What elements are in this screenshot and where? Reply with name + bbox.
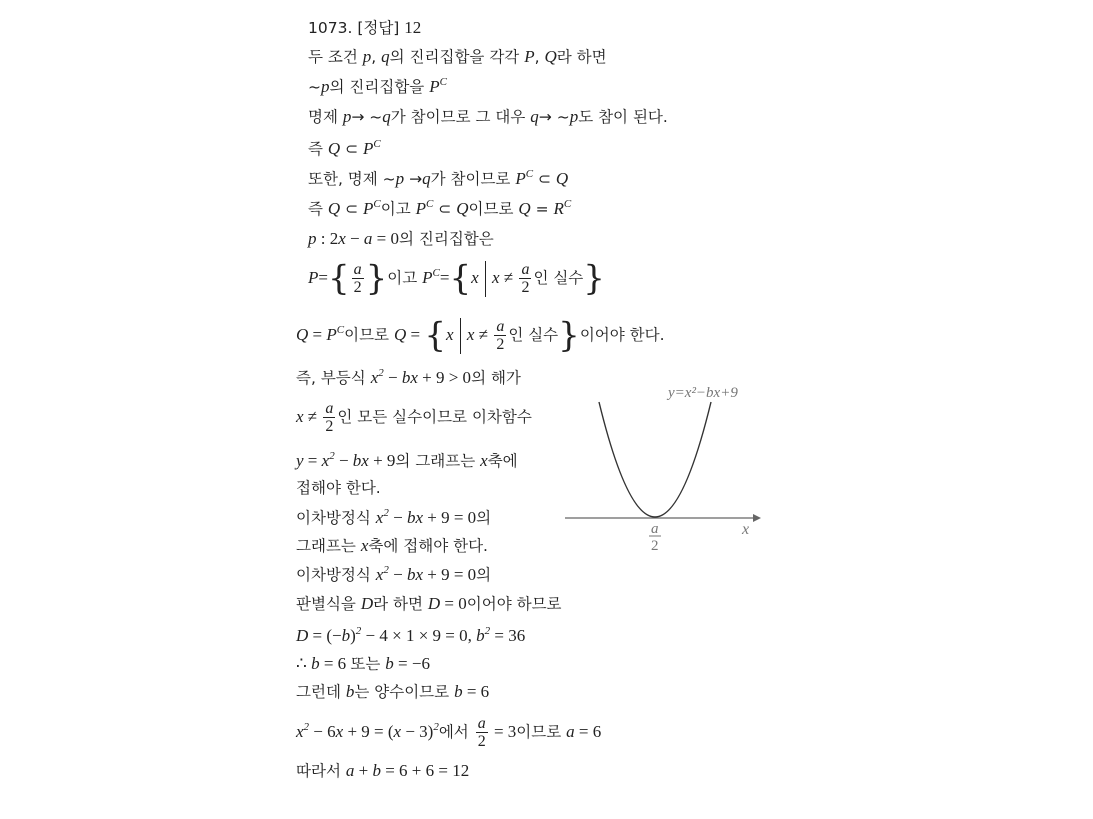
solution-line-7 [308, 229, 494, 249]
x-axis-arrow [753, 514, 761, 522]
math-token: C [373, 198, 381, 210]
math-token: Q [544, 47, 557, 66]
math-token: 따라서 [296, 762, 346, 780]
solution-line-11 [296, 397, 532, 437]
math-token: p [342, 107, 352, 126]
problem-number: 1073. [308, 19, 353, 37]
math-token: = 0 [372, 229, 399, 248]
math-token: ~ [308, 78, 321, 96]
math-token: 두 조건 [308, 48, 363, 66]
math-token: Q [518, 199, 531, 218]
math-token: x [335, 722, 344, 741]
math-token: b [341, 626, 351, 645]
math-token: p [321, 77, 330, 96]
math-token: a [521, 261, 530, 278]
math-token: a [353, 261, 362, 278]
math-token: ∴ [296, 654, 312, 673]
math-token: 인 모든 실수이므로 이차함수 [337, 408, 532, 426]
math-token: ) [350, 626, 356, 645]
solution-line-18 [296, 626, 525, 646]
math-token: + 9 [368, 451, 396, 470]
math-token: = (− [308, 626, 342, 645]
math-token: − 4 × 1 × 9 = 0, [361, 626, 477, 645]
solution-line-8 [308, 258, 605, 298]
math-token: a [363, 229, 373, 248]
math-token: x [360, 536, 369, 555]
solution-line-19 [296, 654, 430, 674]
solution-line-10 [296, 368, 521, 388]
solution-line-9 [296, 315, 665, 355]
math-token: − [383, 368, 402, 387]
math-token: 이차방정식 [296, 566, 376, 584]
x-axis-label: x [742, 521, 750, 538]
math-token: = [308, 325, 327, 344]
math-token: P [363, 139, 374, 158]
solution-line-21 [296, 712, 601, 752]
math-token: x [466, 325, 475, 344]
math-token: 2 [383, 507, 389, 519]
math-token: 의 [476, 509, 492, 527]
math-token: x [415, 508, 423, 527]
math-symbol: { [424, 315, 446, 356]
math-token: = 3 [489, 722, 517, 741]
math-token: q [381, 47, 390, 66]
solution-line-4 [308, 139, 381, 159]
math-token: y [296, 451, 304, 470]
math-token: ⊂ [340, 140, 364, 158]
math-token: p [362, 47, 372, 66]
math-token: a [477, 715, 486, 732]
math-symbol: { [449, 258, 472, 299]
math-token: b [401, 368, 411, 387]
math-token: p [569, 107, 579, 126]
math-token: 2 [521, 279, 530, 296]
math-token: = 36 [490, 626, 526, 645]
math-token: 2 [355, 625, 362, 637]
math-token: R [553, 199, 564, 218]
math-token: = [530, 200, 554, 218]
math-token: : 2 [316, 229, 339, 248]
math-token: P [429, 77, 440, 96]
math-token: 축에 접해야 한다. [368, 537, 488, 555]
math-token: 즉, 부등식 [296, 369, 371, 387]
answer-label: [정답] [357, 19, 400, 37]
math-token: 의 해가 [471, 369, 521, 387]
math-symbol [352, 261, 364, 296]
math-token: ≠ [499, 268, 518, 287]
math-symbol [494, 318, 506, 353]
math-token: b [311, 654, 320, 673]
math-token: 2 [484, 625, 491, 637]
math-token: ⊂ [340, 200, 364, 218]
math-symbol [485, 261, 486, 297]
math-token: = [406, 325, 425, 344]
parabola-curve [599, 402, 711, 517]
math-token: Q [327, 199, 341, 218]
math-token: 의 그래프는 [395, 452, 481, 470]
math-token: − [334, 451, 353, 470]
math-token: b [406, 565, 416, 584]
math-token: x [296, 407, 304, 426]
math-token: C [426, 198, 434, 210]
math-token: 축에 [487, 452, 518, 470]
math-token: 인 실수 [508, 326, 559, 344]
math-token: 그래프는 [296, 537, 361, 555]
math-token: x [375, 565, 384, 584]
math-token: 2 [383, 564, 389, 576]
math-symbol: { [327, 258, 350, 299]
math-token: 인 실수 [533, 269, 584, 287]
math-symbol: } [558, 315, 580, 356]
math-token: 즉 [308, 140, 328, 158]
math-token: x [338, 229, 346, 248]
solution-line-12 [296, 451, 518, 471]
math-token: a [566, 722, 575, 741]
math-token: , [534, 48, 545, 66]
parabola-graph [555, 370, 785, 560]
math-token: D [296, 626, 309, 645]
math-token: 이어야 하므로 [466, 595, 562, 613]
math-token: 는 양수이므로 [354, 683, 455, 701]
math-token: 의 진리집합을 각각 [389, 48, 525, 66]
math-token: − [388, 565, 407, 584]
answer-value: 12 [404, 18, 422, 37]
math-token: 2 [433, 721, 439, 733]
solution-line-2 [308, 77, 447, 97]
math-token: + 9 = 0 [422, 508, 477, 527]
math-token: p [308, 229, 317, 248]
math-token: b [352, 451, 362, 470]
math-token: Q [393, 325, 407, 344]
math-token: − 6 [309, 722, 336, 741]
math-token: − [388, 508, 407, 527]
math-token: C [373, 138, 381, 150]
math-token: ≠ [474, 325, 493, 344]
math-token: − 3) [401, 722, 434, 741]
math-token: 그런데 [296, 683, 346, 701]
math-token: 2 [303, 721, 310, 733]
solution-line-3 [308, 107, 668, 127]
math-token: C [336, 324, 345, 336]
problem-header [308, 18, 421, 38]
math-token: 이어야 한다. [579, 326, 665, 344]
solution-line-22 [296, 761, 469, 781]
math-token: + 9 = ( [343, 722, 394, 741]
math-token: Q [456, 199, 469, 218]
math-token: a [325, 400, 334, 417]
math-token: = [439, 268, 450, 287]
math-symbol: } [365, 258, 388, 299]
math-token: P [326, 325, 337, 344]
math-token: 접해야 한다. [296, 479, 381, 497]
math-token: x [445, 325, 454, 344]
math-token: x [415, 565, 423, 584]
math-token: 의 진리집합은 [398, 230, 494, 248]
math-token: = [303, 451, 322, 470]
math-token: p [395, 169, 405, 188]
solution-line-20 [296, 682, 489, 702]
math-token: x [393, 722, 402, 741]
solution-line-15 [296, 536, 488, 556]
math-token: = 0 [440, 594, 467, 613]
math-token: → ~ [538, 108, 570, 126]
math-token: ≠ [303, 407, 322, 426]
math-token: 2 [353, 279, 362, 296]
math-token: x [361, 451, 369, 470]
math-token: x [296, 722, 304, 741]
math-token: 이차방정식 [296, 509, 376, 527]
math-token: 의 진리집합을 [329, 78, 430, 96]
math-token: b [372, 761, 381, 780]
math-token: 명제 [308, 108, 343, 126]
math-token: b [476, 626, 485, 645]
math-symbol: } [583, 258, 605, 299]
math-token: x [480, 451, 488, 470]
math-token: x [410, 368, 418, 387]
math-token: , [371, 48, 382, 66]
math-token: x [370, 368, 379, 387]
math-token: x [471, 268, 479, 287]
graph-equation-label: y=x²−bx+9 [668, 385, 738, 401]
math-token: 2 [477, 733, 486, 750]
math-symbol [519, 261, 531, 296]
math-token: 이므로 [516, 723, 567, 741]
math-token: 에서 [438, 723, 474, 741]
math-token: + 9 = 0 [422, 565, 477, 584]
solution-line-13 [296, 478, 381, 498]
math-token: Q [327, 139, 341, 158]
math-token: D [360, 594, 374, 613]
solution-line-5 [308, 169, 568, 189]
math-token: = 6 [462, 682, 490, 701]
math-token: = 6 [319, 654, 351, 673]
solution-line-14 [296, 508, 491, 528]
math-token: x [321, 451, 330, 470]
math-token: 라 하면 [556, 48, 607, 66]
solution-line-17 [296, 594, 562, 614]
math-token: 즉 [308, 200, 328, 218]
math-token: C [525, 168, 534, 180]
math-token: x [492, 268, 500, 287]
solution-line-1 [308, 47, 607, 67]
math-symbol [323, 400, 335, 435]
math-token: = −6 [393, 654, 430, 673]
math-token: ⊂ [533, 170, 556, 188]
math-token: a [345, 761, 355, 780]
math-token: + 9 > 0 [417, 368, 472, 387]
math-token: P [524, 47, 535, 66]
math-token: P [363, 199, 374, 218]
math-token: C [439, 76, 447, 88]
math-token: x [375, 508, 384, 527]
math-token: 가 참이므로 그 대우 [390, 108, 531, 126]
math-token: 이므로 [468, 200, 519, 218]
math-token: Q [555, 169, 569, 188]
vertex-label-numerator: a [651, 521, 659, 537]
math-token: ⊂ [433, 200, 457, 218]
math-token: b [406, 508, 416, 527]
math-token: a [496, 318, 505, 335]
math-token: P [422, 268, 433, 287]
math-symbol [476, 715, 488, 750]
math-token: → ~ [351, 108, 383, 126]
math-token: 또한, 명제 ~ [308, 170, 396, 188]
math-token: = 6 [574, 722, 602, 741]
math-token: q [530, 107, 539, 126]
solution-line-6 [308, 199, 571, 219]
math-token: 2 [329, 450, 335, 462]
math-token: P [415, 199, 427, 218]
math-token: b [454, 682, 463, 701]
math-token: q [422, 169, 431, 188]
math-token: 의 [476, 566, 492, 584]
math-token: b [385, 654, 394, 673]
math-token: q [382, 107, 391, 126]
math-token: 이고 [380, 200, 416, 218]
math-token: D [427, 594, 441, 613]
math-token: 도 참이 된다. [578, 108, 668, 126]
math-token: 2 [496, 336, 505, 353]
math-token: 이므로 [344, 326, 394, 344]
math-token: 2 [325, 418, 334, 435]
math-token: = [318, 268, 328, 287]
math-token: 2 [378, 367, 384, 379]
math-token: + [354, 761, 373, 780]
math-token: 또는 [350, 655, 386, 673]
math-symbol [460, 318, 461, 354]
math-token: = 6 + 6 = 12 [380, 761, 470, 780]
solution-line-16 [296, 565, 491, 585]
math-token: P [308, 268, 319, 287]
math-token: 라 하면 [373, 595, 428, 613]
math-token: C [563, 198, 572, 210]
math-token: b [345, 682, 355, 701]
math-token: P [515, 169, 526, 188]
math-token: − [345, 229, 364, 248]
math-token: 판별식을 [296, 595, 361, 613]
vertex-label-denominator: 2 [651, 538, 659, 554]
math-token: → [404, 170, 423, 188]
math-token: 이고 [387, 269, 423, 287]
math-token: Q [296, 325, 309, 344]
math-token: C [432, 267, 440, 279]
math-token: 가 참이므로 [430, 170, 516, 188]
